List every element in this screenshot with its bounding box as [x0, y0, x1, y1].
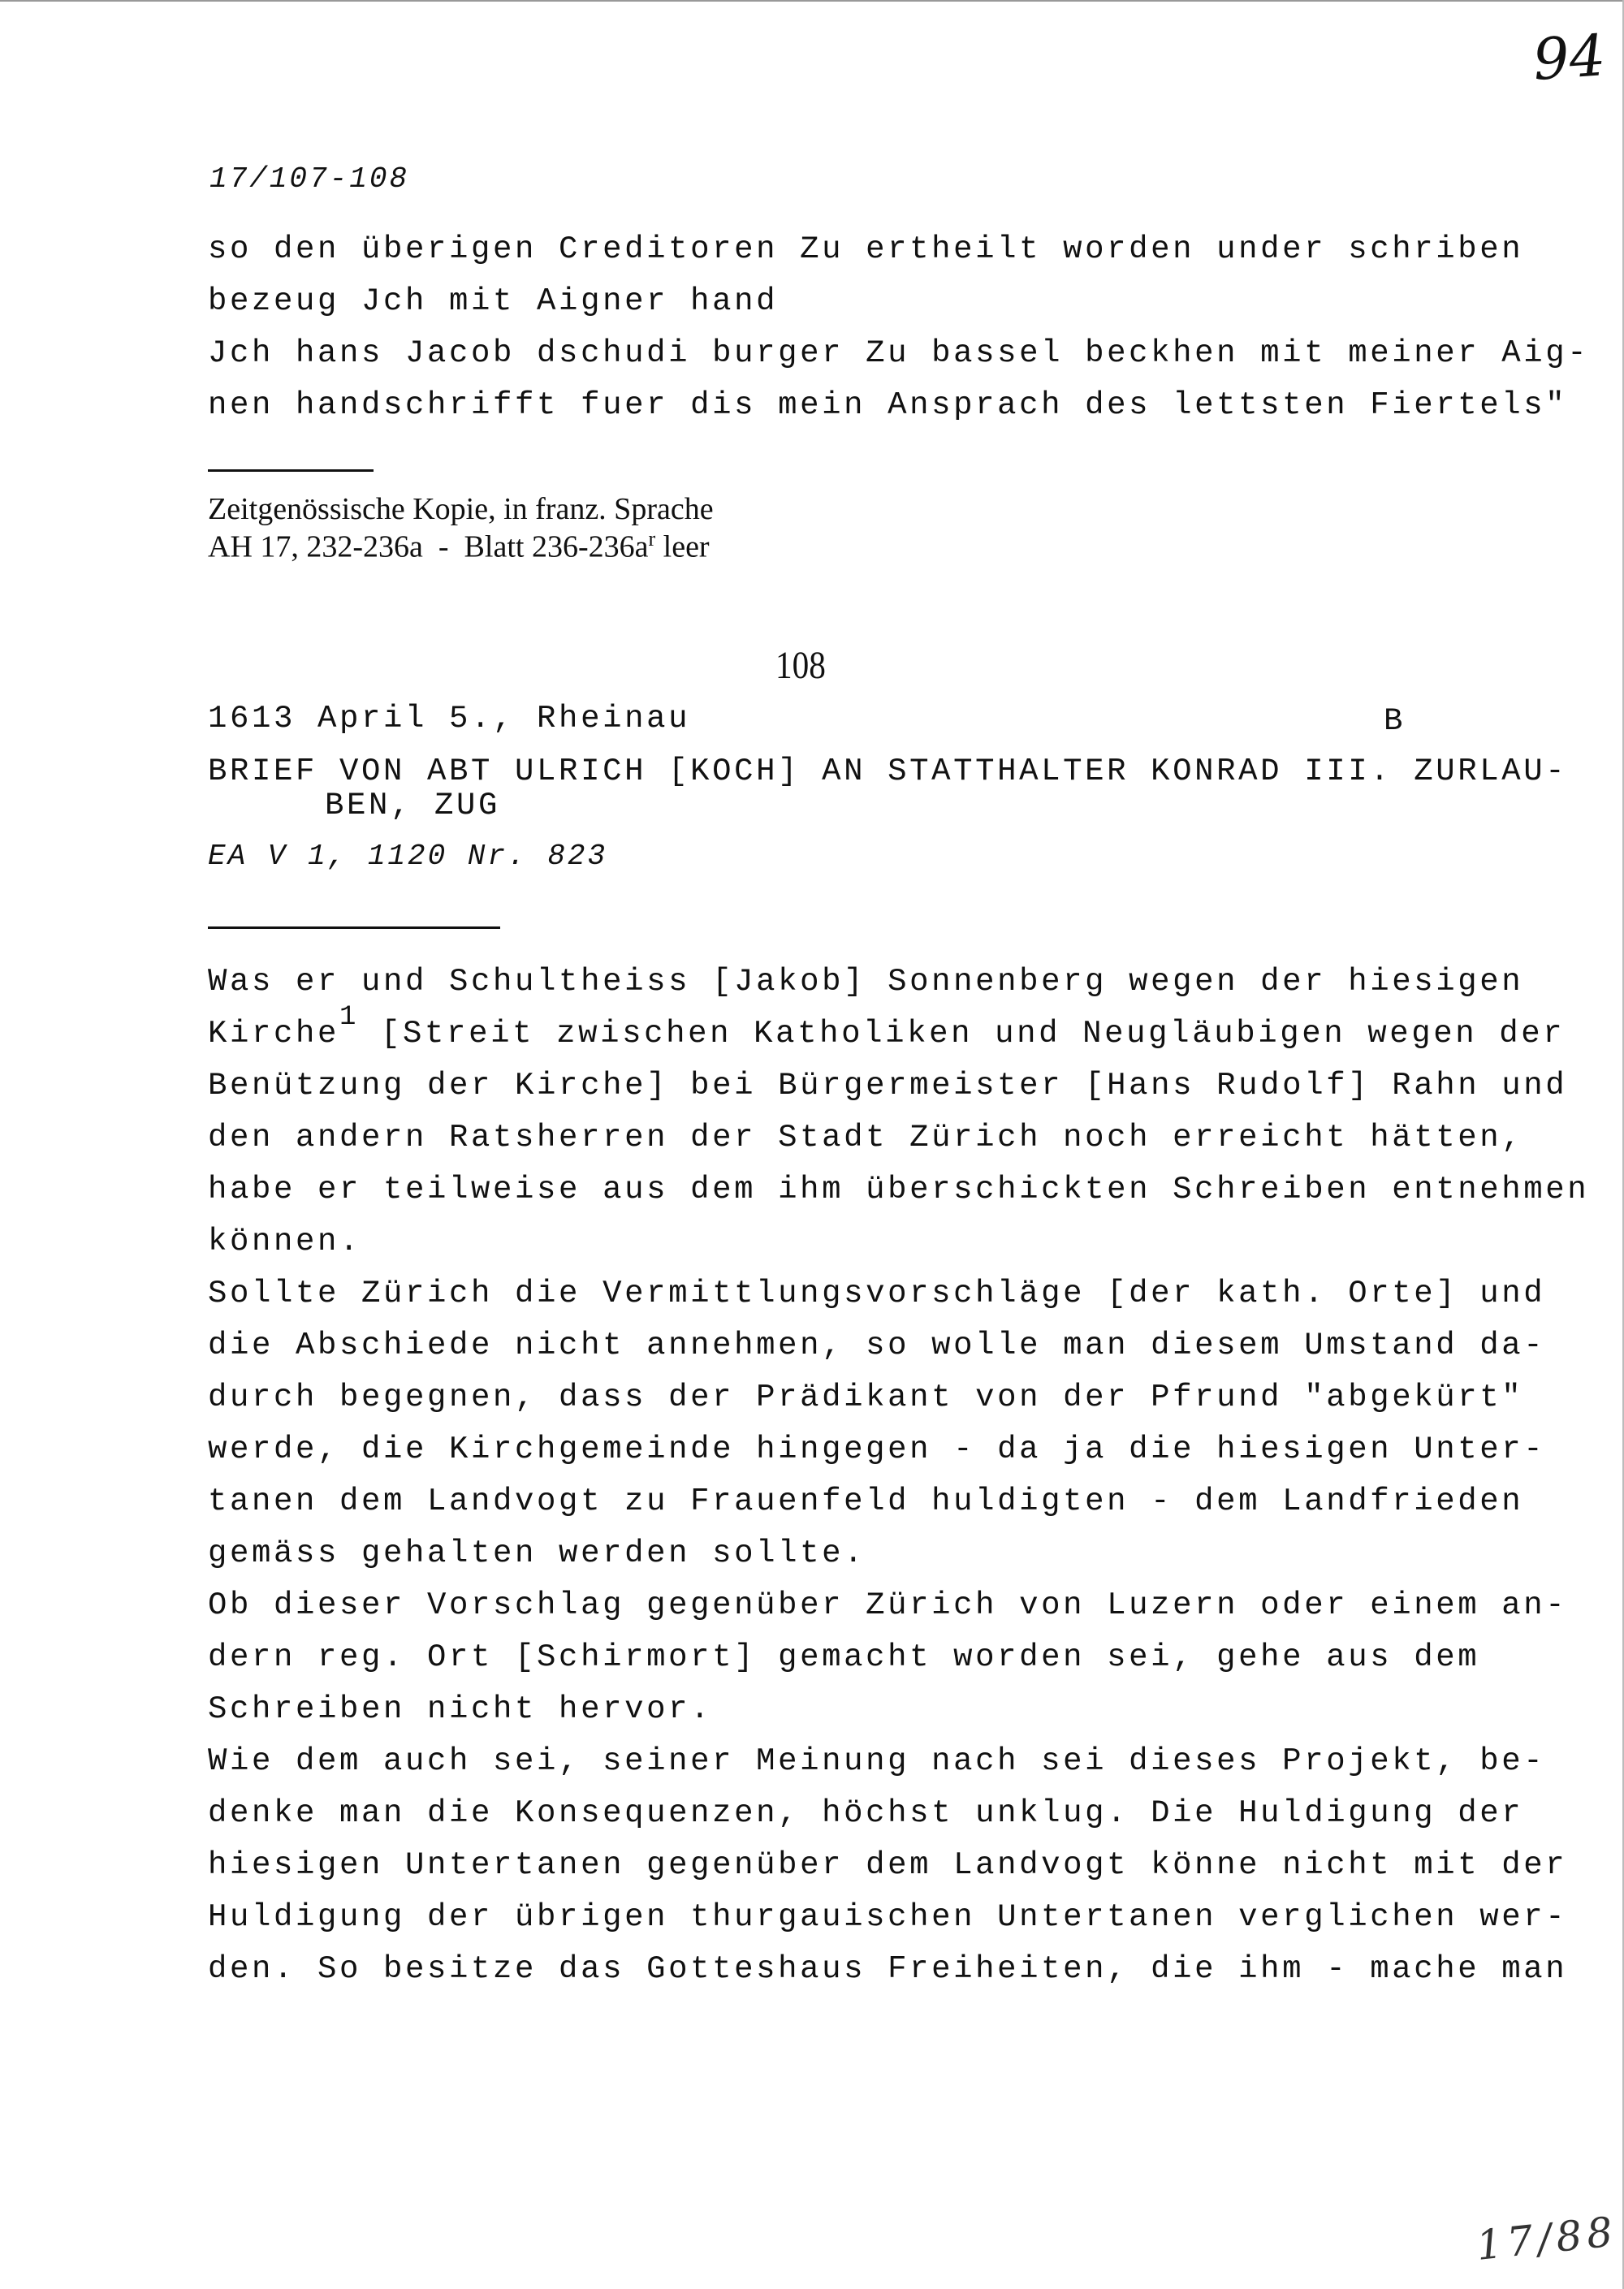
body-line: gemäss gehalten werden sollte. — [208, 1535, 866, 1571]
body-line: den. So besitze das Gotteshaus Freiheiten, die ihm - mache man — [208, 1951, 1568, 1987]
separator-rule — [208, 469, 374, 472]
note-line: Zeitgenössische Kopie, in franz. Sprache — [208, 492, 714, 526]
body-line: Wie dem auch sei, seiner Meinung nach sei dieses Projekt, be- — [208, 1743, 1546, 1779]
entry-date-place: 1613 April 5., Rheinau — [208, 701, 691, 736]
scan-top-edge — [0, 0, 1624, 2]
footnote-marker: 1 — [339, 1002, 360, 1033]
separator-rule — [208, 926, 500, 929]
body-text-fragment: Kirche — [208, 1016, 340, 1052]
entry-reference: EA V 1, 1120 Nr. 823 — [208, 840, 608, 873]
body-line: hiesigen Untertanen gegenüber dem Landvogt könne nicht mit der — [208, 1847, 1568, 1883]
entry-number: 108 — [775, 644, 826, 687]
continuation-line: so den überigen Creditoren Zu ertheilt worden under schriben — [208, 231, 1524, 267]
body-line: Sollte Zürich die Vermittlungsvorschläge [der kath. Orte] und — [208, 1276, 1546, 1311]
continuation-line: Jch hans Jacob dschudi burger Zu bassel beckhen mit meiner Aig- — [208, 335, 1590, 371]
note-line-text: leer — [655, 529, 710, 564]
entry-title: BRIEF VON ABT ULRICH [KOCH] AN STATTHALTER KONRAD III. ZURLAU- — [208, 754, 1568, 789]
body-line: dern reg. Ort [Schirmort] gemacht worden sei, gehe aus dem — [208, 1639, 1480, 1675]
continuation-line: bezeug Jch mit Aigner hand — [208, 283, 779, 319]
body-line: Schreiben nicht hervor. — [208, 1691, 713, 1727]
body-line: tanen dem Landvogt zu Frauenfeld huldigten - dem Landfrieden — [208, 1484, 1524, 1519]
body-line: Ob dieser Vorschlag gegenüber Zürich von Luzern oder einem an- — [208, 1587, 1568, 1623]
body-line: Huldigung der übrigen thurgauischen Untertanen verglichen wer- — [208, 1899, 1568, 1935]
archive-mark: 17/88 — [1474, 2208, 1620, 2270]
body-line: können. — [208, 1224, 362, 1259]
body-line: die Abschiede nicht annehmen, so wolle man diesem Umstand da- — [208, 1328, 1546, 1363]
note-line — [208, 527, 710, 565]
entry-type-marker: B — [1384, 703, 1406, 739]
body-line: durch begegnen, dass der Prädikant von der Pfrund "abgekürt" — [208, 1380, 1524, 1415]
body-line: werde, die Kirchgemeinde hingegen - da ja die hiesigen Unter- — [208, 1432, 1546, 1467]
body-line: den andern Ratsherren der Stadt Zürich noch erreicht hätten, — [208, 1120, 1524, 1155]
body-line: denke man die Konsequenzen, höchst unklug. Die Huldigung der — [208, 1795, 1524, 1831]
source-reference: 17/107-108 — [209, 162, 410, 196]
body-line: Benützung der Kirche] bei Bürgermeister [Hans Rudolf] Rahn und — [208, 1068, 1568, 1103]
entry-title-continued: BEN, ZUG — [325, 788, 501, 823]
note-line-text: AH 17, 232-236a - Blatt 236-236a — [208, 529, 649, 564]
note-superscript: r — [648, 527, 656, 551]
body-line: habe er teilweise aus dem ihm überschickten Schreiben entnehmen — [208, 1172, 1590, 1207]
body-text-fragment: [Streit zwischen Katholiken und Neugläubigen wegen der — [359, 1016, 1566, 1052]
page-number: 94 — [1531, 21, 1608, 94]
continuation-line: nen handschrifft fuer dis mein Ansprach des lettsten Fiertels" — [208, 387, 1568, 423]
body-line — [208, 1002, 1566, 1052]
body-line: Was er und Schultheiss [Jakob] Sonnenberg wegen der hiesigen — [208, 964, 1524, 1000]
